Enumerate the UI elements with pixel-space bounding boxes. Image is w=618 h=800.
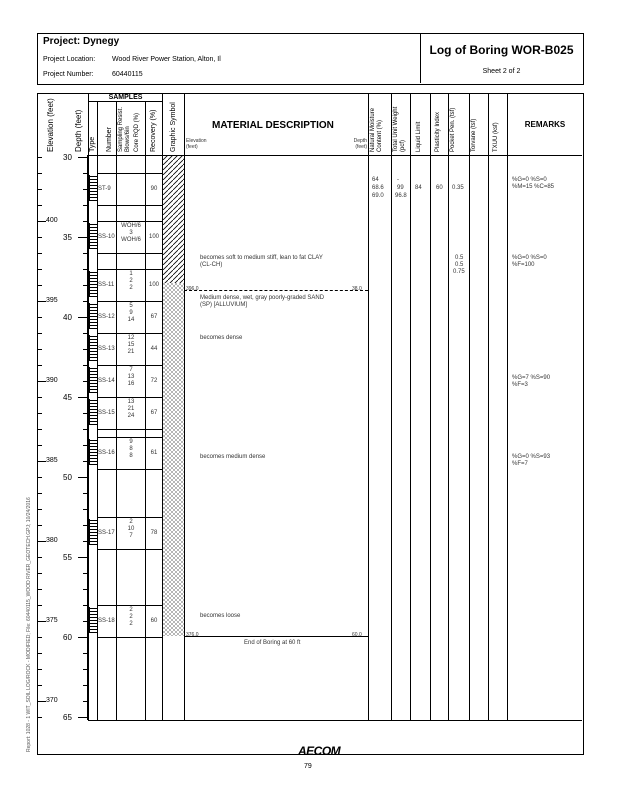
project-number: 60440115 (112, 71, 143, 78)
sample-interval (89, 271, 98, 297)
samples-header-bottom (88, 101, 162, 102)
col-line (368, 93, 369, 720)
sample-interval (89, 175, 98, 201)
elevation-tick-label: 390 (46, 377, 58, 384)
sample-separator (97, 365, 162, 366)
depth-tick-label: 65 (63, 713, 72, 722)
sample-interval (89, 399, 98, 425)
depth-tick (83, 349, 88, 350)
sample-separator (97, 301, 162, 302)
depth-feet-label: Depth (feet) (353, 138, 367, 150)
elevation-tick (38, 557, 42, 558)
elevation-tick (38, 685, 42, 686)
depth-tick-label: 50 (63, 473, 72, 482)
depth-tick (83, 429, 88, 430)
depth-tick (83, 221, 88, 222)
pocket-pen-4: 0.75 (453, 269, 465, 275)
sample-recovery: 67 (150, 410, 158, 416)
soil-boundary-dashed (184, 290, 368, 291)
elevation-tick (38, 365, 42, 366)
sample-number: SS-10 (98, 234, 115, 240)
sample-blow-count: 16 (127, 381, 135, 387)
depth-tick (83, 573, 88, 574)
sample-blow-count: 14 (127, 317, 135, 323)
depth-tick (83, 205, 88, 206)
elevation-tick (38, 621, 46, 622)
depth-tick (83, 685, 88, 686)
elevation-tick (38, 397, 42, 398)
material-desc-clay-class: (CL-CH) (200, 262, 223, 268)
sample-interval (89, 335, 98, 361)
sample-blow-count: 2 (129, 607, 133, 613)
sample-separator (97, 549, 162, 550)
material-desc-clay: becomes soft to medium stiff, lean to fat CLAY (200, 255, 323, 261)
depth-axis (87, 155, 88, 720)
sample-interval (89, 607, 98, 633)
samples-header: SAMPLES (108, 94, 143, 101)
elevation-tick (38, 637, 42, 638)
depth-tick-label: 55 (63, 553, 72, 562)
end-of-boring: End of Boring at 60 ft (244, 640, 301, 646)
sample-separator (97, 517, 162, 518)
sample-separator (97, 221, 162, 222)
col-line (410, 93, 411, 720)
sample-interval (89, 367, 98, 393)
sample-separator (97, 173, 162, 174)
sample-recovery: 61 (150, 450, 158, 456)
sand-symbol (163, 283, 184, 636)
elevation-header: Elevation (feet) (46, 98, 55, 152)
plasticity-header: Plasticity Index (435, 111, 441, 152)
depth-tick (83, 381, 88, 382)
remark-3a: %G=7 %S=90 (512, 375, 551, 381)
log-bottom (88, 720, 582, 721)
sample-number: SS-16 (98, 450, 115, 456)
remarks-header: REMARKS (524, 120, 566, 129)
clay-symbol (163, 155, 184, 283)
sample-blow-count: 13 (127, 374, 135, 380)
remark-3b: %F=3 (512, 382, 528, 388)
depth-tick (83, 413, 88, 414)
moisture-2: 68.6 (372, 185, 384, 191)
plasticity-value: 60 (436, 185, 443, 191)
sample-separator (97, 437, 162, 438)
sample-separator (97, 469, 162, 470)
remark-1a: %G=0 %S=0 (512, 177, 547, 183)
sample-number: SS-12 (98, 314, 115, 320)
sample-separator (97, 205, 162, 206)
depth-tick-label: 35 (63, 233, 72, 242)
depth-tick (83, 189, 88, 190)
remark-4b: %F=7 (512, 461, 528, 467)
sample-blow-count: 21 (127, 406, 135, 412)
sample-recovery: 60 (150, 618, 158, 624)
sample-separator (97, 397, 162, 398)
depth-tick (83, 445, 88, 446)
elevation-tick (38, 285, 42, 286)
sample-blow-count: 2 (129, 278, 133, 284)
end-of-boring-line (184, 636, 368, 637)
elevation-tick-label: 400 (46, 217, 58, 224)
depth-tick (83, 589, 88, 590)
split-depth: 38.0 (352, 286, 362, 292)
sample-blow-count: 15 (127, 342, 135, 348)
elevation-tick (38, 189, 42, 190)
blows-header: Sampling Resist. Blows/6in (118, 106, 131, 152)
sample-recovery: 90 (150, 186, 158, 192)
depth-tick-label: 60 (63, 633, 72, 642)
elevation-tick (38, 605, 42, 606)
split-elevation: 396.0 (186, 286, 199, 292)
moisture-header: Natural Moisture Content (%) (370, 107, 383, 152)
elevation-tick (38, 205, 42, 206)
elevation-tick (38, 509, 42, 510)
depth-tick (83, 461, 88, 462)
elevation-tick (38, 701, 46, 702)
elevation-tick (38, 429, 42, 430)
material-desc-sand: Medium dense, wet, gray poorly-graded SAND (200, 295, 325, 301)
elevation-tick (38, 269, 42, 270)
header-divider (420, 33, 421, 83)
sample-blow-count: 1 (129, 271, 133, 277)
sample-recovery: 100 (148, 234, 159, 240)
sample-recovery: 100 (148, 282, 159, 288)
log-frame (37, 93, 584, 755)
depth-tick-label: 40 (63, 313, 72, 322)
sample-number: SS-13 (98, 346, 115, 352)
sample-blow-count: 24 (127, 413, 135, 419)
depth-tick-label: 45 (63, 393, 72, 402)
depth-tick (83, 653, 88, 654)
sample-number: SS-18 (98, 618, 115, 624)
elevation-tick (38, 317, 42, 318)
elevation-tick (38, 669, 42, 670)
sample-separator (97, 269, 162, 270)
project-title: Project: Dynegy (43, 36, 120, 47)
sample-blow-count: 13 (127, 399, 135, 405)
elevation-tick (38, 381, 46, 382)
unit-weight-2: 99 (397, 185, 404, 191)
elevation-tick (38, 493, 42, 494)
elevation-tick (38, 237, 42, 238)
sample-blow-count: 2 (129, 285, 133, 291)
depth-tick (83, 173, 88, 174)
sample-blow-count: 3 (129, 230, 133, 236)
elevation-tick (38, 445, 42, 446)
elevation-tick (38, 301, 46, 302)
pocket-pen-1: 0.35 (452, 185, 464, 191)
depth-tick (78, 557, 88, 558)
report-side-text: Report: 1028 - 1 WIT_SOIL LOG/ROCK - MODIFIED; File: 60440115_WOOD RIVER_GEOTECH.GPJ; 10/24/2016 (26, 497, 32, 752)
pocket-pen-header: Pocket Pen. (tsf) (450, 107, 456, 152)
elevation-tick (38, 157, 42, 158)
depth-tick (83, 365, 88, 366)
end-depth: 60.0 (352, 632, 362, 638)
depth-tick (83, 621, 88, 622)
col-line (391, 93, 392, 720)
elevation-tick (38, 589, 42, 590)
remark-4a: %G=0 %S=93 (512, 454, 551, 460)
pocket-pen-2: 0.5 (455, 255, 464, 261)
depth-tick (83, 605, 88, 606)
number-header: Number (106, 127, 113, 152)
sample-blow-count: 9 (129, 310, 133, 316)
material-desc-medium-dense: becomes medium dense (200, 454, 266, 460)
elevation-tick (38, 717, 42, 718)
elevation-tick (38, 173, 42, 174)
sample-blow-count: 2 (129, 519, 133, 525)
sample-blow-count: 9 (129, 439, 133, 445)
depth-tick (83, 541, 88, 542)
remark-1b: %M=15 %C=85 (512, 184, 555, 190)
elevation-tick (38, 461, 46, 462)
elevation-tick (38, 477, 42, 478)
elevation-tick-label: 395 (46, 297, 58, 304)
elevation-tick (38, 413, 42, 414)
project-location-label: Project Location: (43, 56, 96, 63)
moisture-1: 64 (372, 177, 379, 183)
sample-recovery: 67 (150, 314, 158, 320)
unit-weight-header: Total Unit Weight (pcf) (393, 106, 406, 152)
depth-tick (83, 509, 88, 510)
sample-interval (89, 223, 98, 249)
col-line (488, 93, 489, 720)
remark-2b: %F=100 (512, 262, 535, 268)
end-elevation: 376.0 (186, 632, 199, 638)
depth-tick-label: 30 (63, 153, 72, 162)
depth-tick (78, 157, 88, 158)
aecom-logo: AECOM (298, 744, 341, 758)
project-number-label: Project Number: (43, 71, 94, 78)
material-desc-sand-class: (SP) [ALLUVIUM] (200, 302, 248, 308)
sample-recovery: 78 (150, 530, 158, 536)
elevation-tick-label: 385 (46, 457, 58, 464)
depth-tick (78, 397, 88, 398)
depth-tick (83, 253, 88, 254)
sample-blow-count: 21 (127, 349, 135, 355)
depth-tick (78, 317, 88, 318)
elevation-tick (38, 653, 42, 654)
recovery-header: Recovery (%) (150, 109, 157, 152)
liquid-limit-value: 84 (415, 185, 422, 191)
elevation-tick (38, 333, 42, 334)
sample-recovery: 44 (150, 346, 158, 352)
elevation-tick (38, 349, 42, 350)
sample-number: SS-17 (98, 530, 115, 536)
depth-tick (78, 477, 88, 478)
type-header: Type (89, 136, 96, 152)
depth-tick (83, 285, 88, 286)
sample-interval (89, 519, 98, 545)
sample-separator (97, 253, 162, 254)
sheet-number: Sheet 2 of 2 (482, 68, 521, 75)
elevation-tick (38, 573, 42, 574)
sample-interval (89, 439, 98, 465)
depth-tick (78, 637, 88, 638)
sample-separator (97, 605, 162, 606)
sample-blow-count: 10 (127, 526, 135, 532)
col-line (507, 93, 508, 720)
unit-weight-1: - (397, 177, 399, 183)
elevation-tick (38, 541, 46, 542)
col-line (448, 93, 449, 720)
depth-header: Depth (feet) (74, 109, 83, 152)
depth-tick (83, 493, 88, 494)
graphic-symbol-column (163, 155, 185, 720)
material-desc-loose: becomes loose (200, 613, 241, 619)
sample-interval (89, 303, 98, 329)
depth-tick (83, 701, 88, 702)
depth-tick (83, 301, 88, 302)
sample-number: ST-9 (98, 186, 111, 192)
elevation-tick-label: 370 (46, 697, 58, 704)
depth-tick (83, 333, 88, 334)
remark-2a: %G=0 %S=0 (512, 255, 547, 261)
torvane-header: Torvane (tsf) (471, 118, 477, 152)
sample-blow-count: 8 (129, 453, 133, 459)
page-number: 79 (304, 763, 312, 770)
sample-blow-count: 2 (129, 621, 133, 627)
elevation-tick (38, 253, 42, 254)
sample-separator (97, 429, 162, 430)
pocket-pen-3: 0.5 (455, 262, 464, 268)
boring-log-title: Log of Boring WOR-B025 (429, 43, 574, 57)
sample-blow-count: 12 (127, 335, 135, 341)
sample-blow-count: 5 (129, 303, 133, 309)
sample-blow-count: 7 (129, 367, 133, 373)
sample-recovery: 72 (150, 378, 158, 384)
rqd-header: Core RQD (%) (134, 112, 140, 152)
depth-tick (78, 717, 88, 718)
sample-blow-count: WOH/6 (121, 237, 141, 243)
material-desc-dense: becomes dense (200, 335, 243, 341)
elev-feet-label: Elevation (feet) (186, 138, 207, 150)
graphic-header: Graphic Symbol (170, 102, 177, 152)
depth-tick (83, 669, 88, 670)
elevation-tick-label: 375 (46, 617, 58, 624)
elevation-tick (38, 525, 42, 526)
project-location: Wood River Power Station, Alton, Il (112, 56, 221, 63)
depth-tick (78, 237, 88, 238)
sample-number: SS-14 (98, 378, 115, 384)
sample-separator (97, 333, 162, 334)
sample-blow-count: 7 (129, 533, 133, 539)
elevation-tick (38, 221, 46, 222)
liquid-limit-header: Liquid Limit (416, 121, 422, 152)
sample-blow-count: 8 (129, 446, 133, 452)
elevation-tick-label: 380 (46, 537, 58, 544)
moisture-3: 69.0 (372, 193, 384, 199)
material-header: MATERIAL DESCRIPTION (212, 120, 334, 131)
col-line (430, 93, 431, 720)
sample-blow-count: 2 (129, 614, 133, 620)
col-line (469, 93, 470, 720)
sample-number: SS-11 (98, 282, 115, 288)
depth-tick (83, 525, 88, 526)
sample-blow-count: WOH/6 (121, 223, 141, 229)
sample-number: SS-15 (98, 410, 115, 416)
sample-separator (97, 637, 162, 638)
depth-tick (83, 269, 88, 270)
unit-weight-3: 96.8 (395, 193, 407, 199)
txuu-header: TXUU (ksf) (493, 122, 499, 152)
